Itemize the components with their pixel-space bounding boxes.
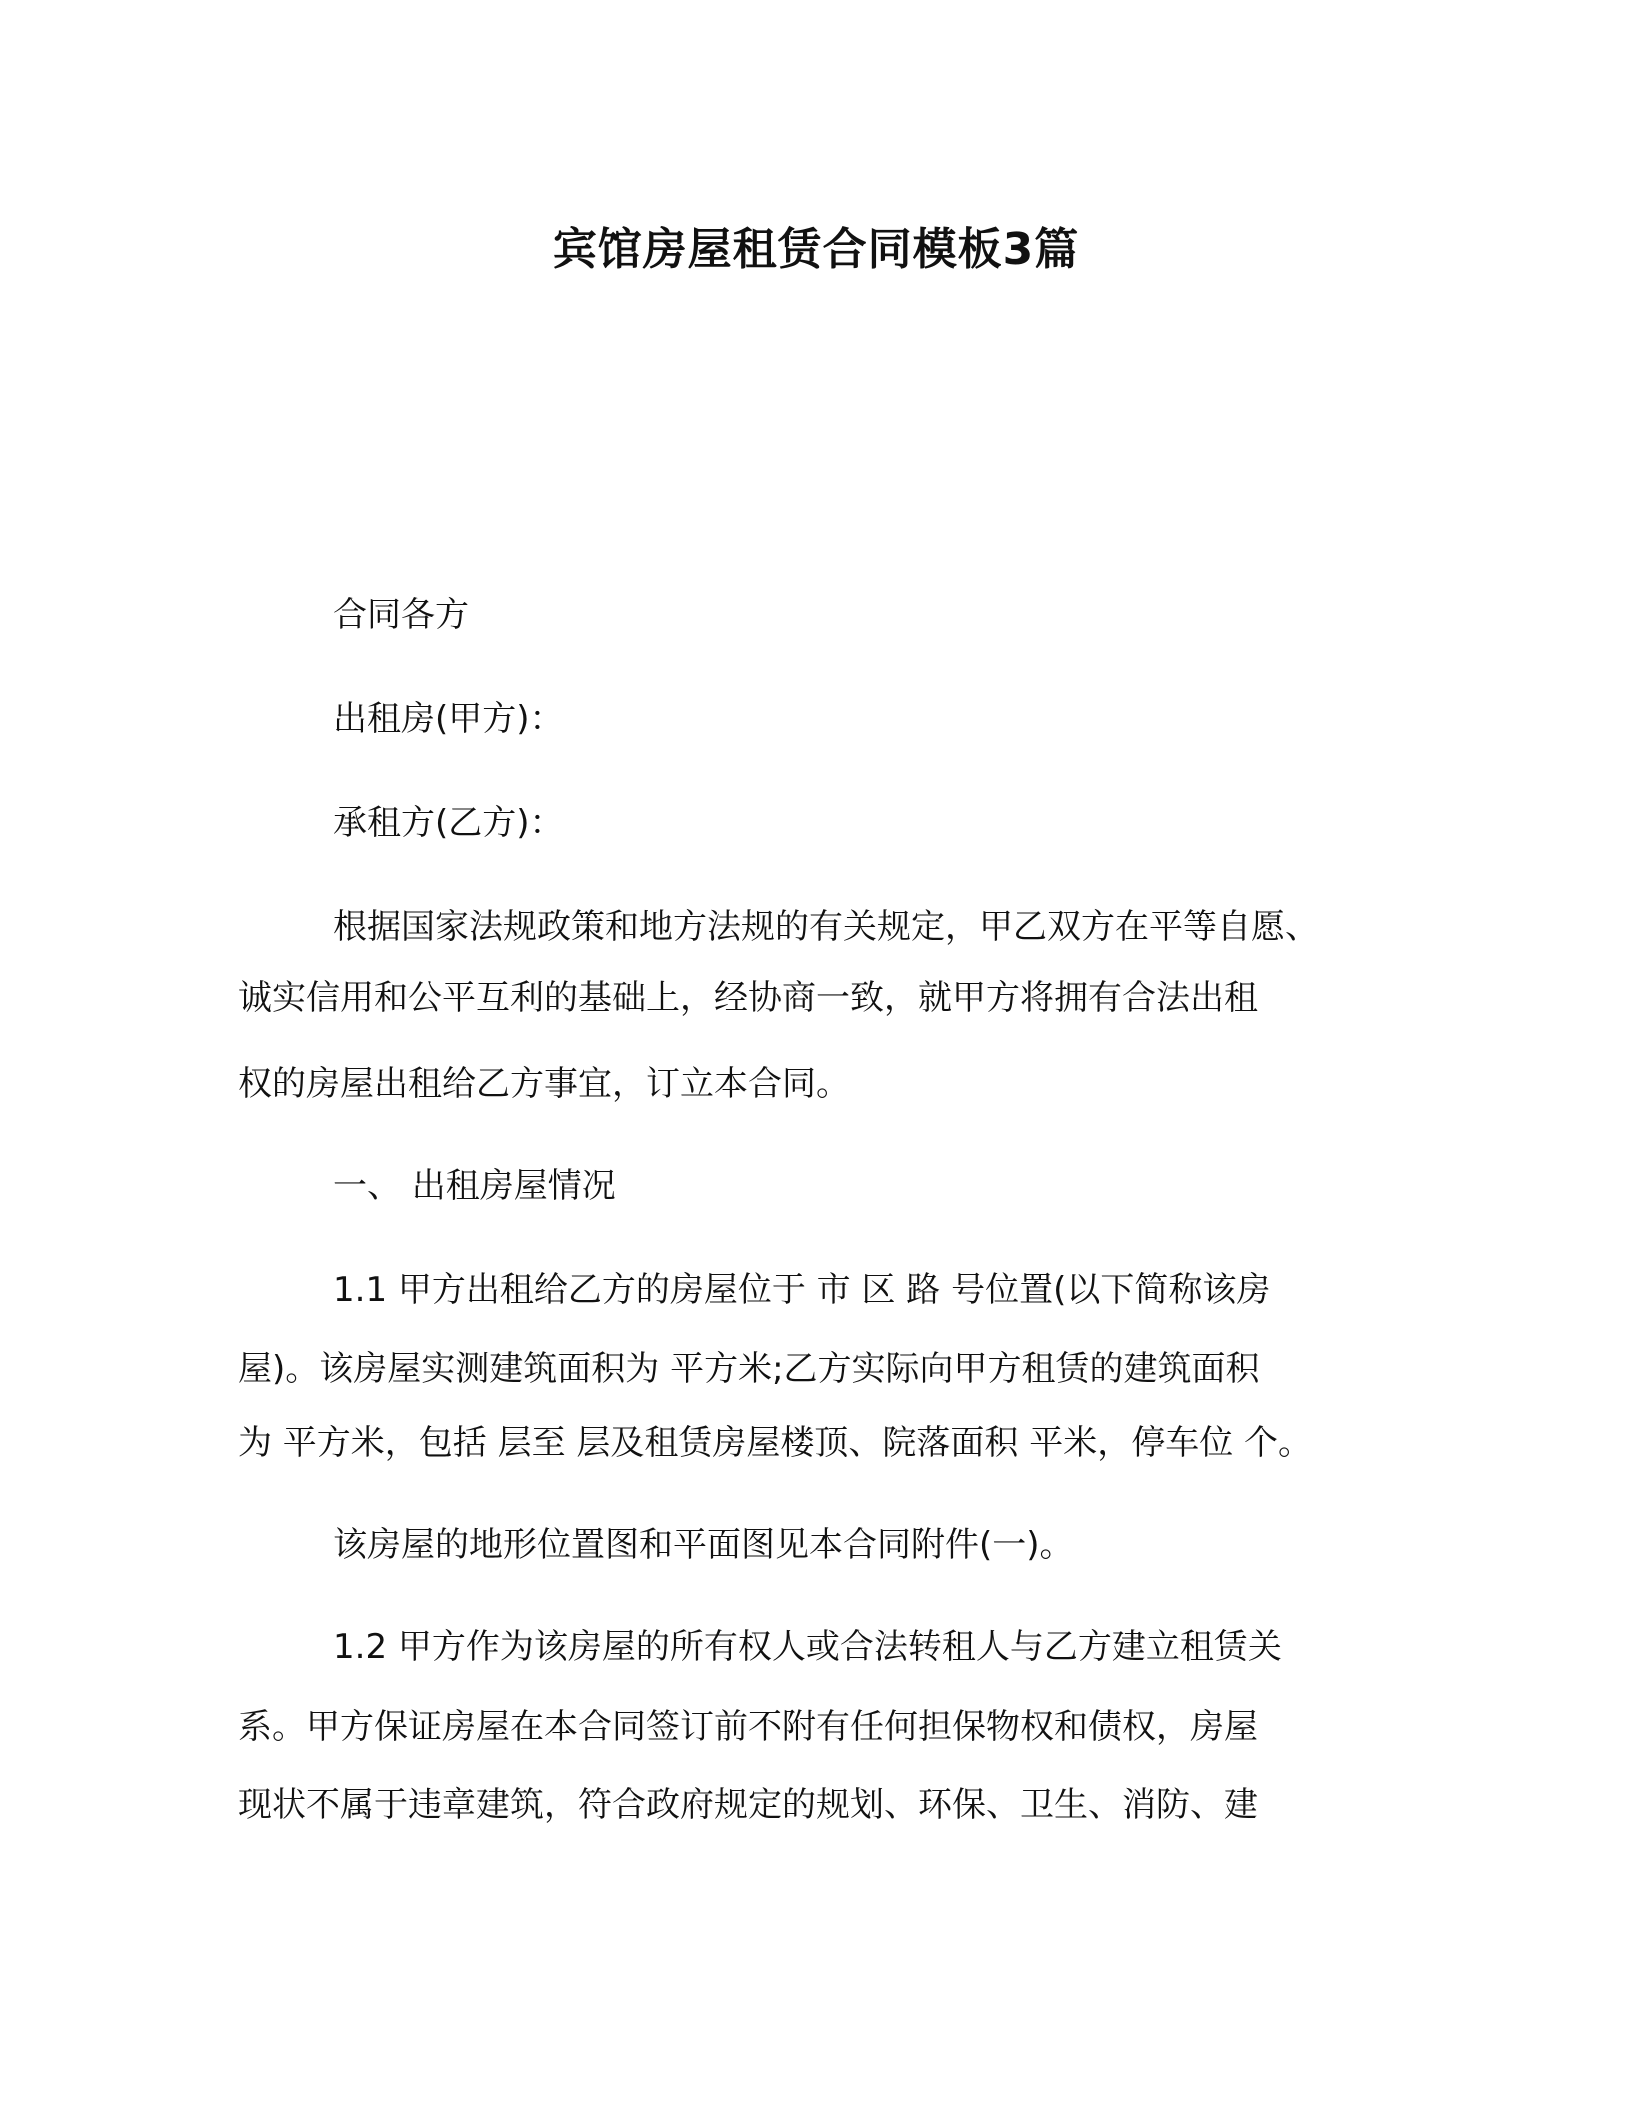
clause-1-1-line-3: 为 平方米，包括 层至 层及租赁房屋楼顶、院落面积 平米，停车位 个。	[238, 1423, 1313, 1463]
preamble-line-1: 根据国家法规政策和地方法规的有关规定，甲乙双方在平等自愿、	[333, 907, 1319, 947]
parties-heading: 合同各方	[333, 595, 469, 635]
attachment-note: 该房屋的地形位置图和平面图见本合同附件(一)。	[333, 1525, 1074, 1565]
clause-1-1-line-1: 1.1 甲方出租给乙方的房屋位于 市 区 路 号位置(以下简称该房	[333, 1270, 1271, 1310]
preamble-line-2: 诚实信用和公平互利的基础上，经协商一致，就甲方将拥有合法出租	[238, 978, 1258, 1018]
section-1-heading: 一、 出租房屋情况	[333, 1166, 616, 1206]
lessor-line: 出租房(甲方)：	[333, 699, 564, 739]
clause-1-2-line-1: 1.2 甲方作为该房屋的所有权人或合法转租人与乙方建立租赁关	[333, 1627, 1282, 1667]
clause-1-1-line-2: 屋)。该房屋实测建筑面积为 平方米;乙方实际向甲方租赁的建筑面积	[238, 1349, 1260, 1389]
lessee-line: 承租方(乙方)：	[333, 803, 564, 843]
document-title: 宾馆房屋租赁合同模板3篇	[552, 224, 1080, 275]
clause-1-2-line-2: 系。甲方保证房屋在本合同签订前不附有任何担保物权和债权，房屋	[238, 1707, 1258, 1747]
preamble-line-3: 权的房屋出租给乙方事宜，订立本合同。	[238, 1064, 850, 1104]
clause-1-2-line-3: 现状不属于违章建筑，符合政府规定的规划、环保、卫生、消防、建	[238, 1785, 1258, 1825]
